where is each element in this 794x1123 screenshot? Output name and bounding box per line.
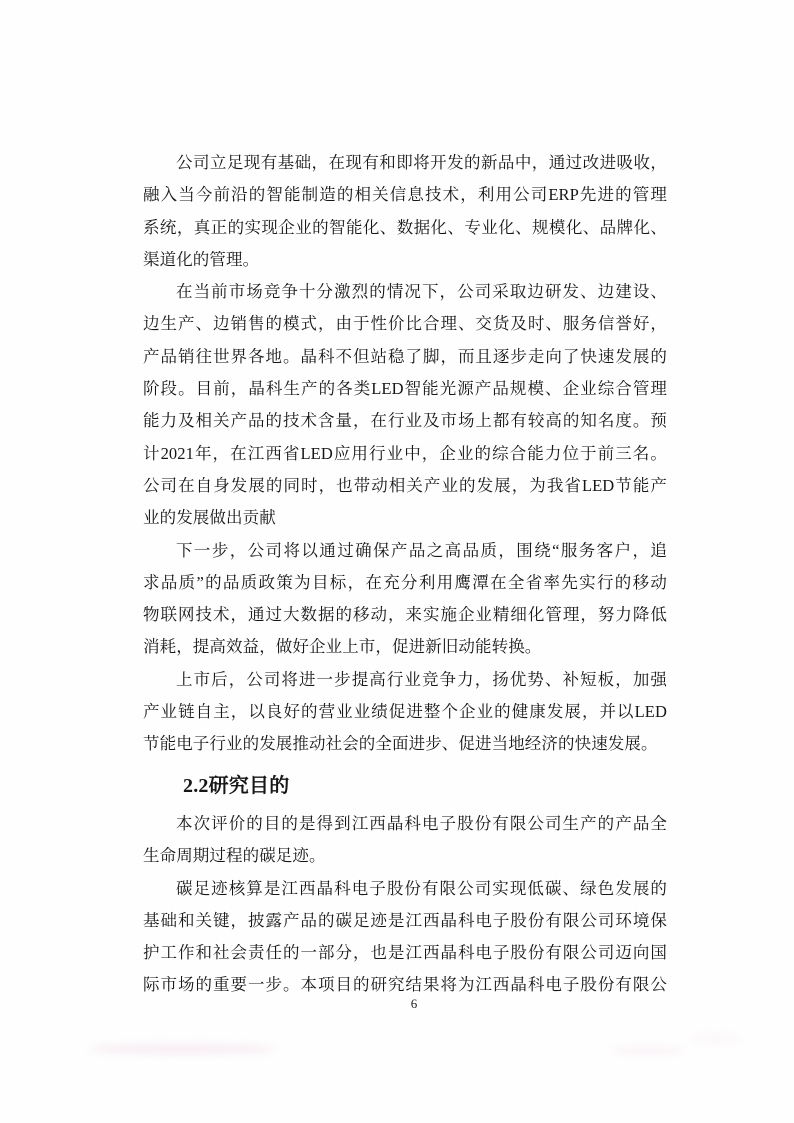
- text-line: 碳足迹核算是江西晶科电子股份有限公司实现低碳、绿色发展的: [176, 878, 667, 898]
- text-line: 生命周期过程的碳足迹。: [143, 846, 326, 866]
- text-line: 公司在自身发展的同时，也带动相关产业的发展，为我省LED节能产: [143, 475, 667, 495]
- scan-smudge: [88, 1044, 276, 1054]
- scan-smudge: [612, 1047, 684, 1054]
- text-line: 融入当今前沿的智能制造的相关信息技术，利用公司ERP先进的管理: [143, 185, 667, 205]
- text-line: 护工作和社会责任的一部分，也是江西晶科电子股份有限公司迈向国: [143, 943, 667, 963]
- text-line: 阶段。目前，晶科生产的各类LED智能光源产品规模、企业综合管理: [143, 379, 667, 399]
- scan-smudge: [690, 1034, 742, 1043]
- text-line: 产品销往世界各地。晶科不但站稳了脚，而且逐步走向了快速发展的: [143, 346, 667, 366]
- page-body: [143, 147, 667, 1002]
- text-line: 物联网技术，通过大数据的移动，来实施企业精细化管理，努力降低: [143, 605, 667, 625]
- paragraph: [143, 147, 667, 276]
- text-line: 公司立足现有基础，在现有和即将开发的新品中，通过改进吸收，: [176, 153, 667, 172]
- paragraph: [143, 664, 667, 761]
- text-line: 能力及相关产品的技术含量，在行业及市场上都有较高的知名度。预: [143, 411, 667, 431]
- text-line: 渠道化的管理。: [143, 249, 260, 269]
- text-line: 系统，真正的实现企业的智能化、数据化、专业化、规模化、品牌化、: [143, 217, 667, 237]
- section-heading: 2.2研究目的: [183, 774, 290, 797]
- page-number: 6: [410, 996, 418, 1011]
- text-line: 下一步，公司将以通过确保产品之高品质，围绕“服务客户，追: [176, 540, 667, 560]
- text-line: 业的发展做出贡献: [143, 508, 276, 528]
- paragraph: [143, 535, 667, 664]
- text-line: 基础和关键，披露产品的碳足迹是江西晶科电子股份有限公司环境保: [143, 910, 667, 930]
- paragraph: [143, 808, 667, 873]
- text-line: 上市后，公司将进一步提高行业竞争力，扬优势、补短板，加强: [176, 669, 667, 689]
- text-line: 计2021年，在江西省LED应用行业中，企业的综合能力位于前三名。: [143, 443, 667, 463]
- paragraph: [143, 873, 667, 1002]
- text-line: 本次评价的目的是得到江西晶科电子股份有限公司生产的产品全: [176, 813, 667, 833]
- text-line: 节能电子行业的发展推动社会的全面进步、促进当地经济的快速发展。: [143, 734, 658, 754]
- text-line: 求品质”的品质政策为目标，在充分利用鹰潭在全省率先实行的移动: [143, 572, 667, 592]
- text-line: 产业链自主，以良好的营业业绩促进整个企业的健康发展，并以LED: [143, 702, 667, 722]
- text-line: 际市场的重要一步。本项目的研究结果将为江西晶科电子股份有限公: [143, 975, 667, 995]
- text-line: 边生产、边销售的模式，由于性价比合理、交货及时、服务信誉好，: [143, 314, 667, 334]
- text-line: 消耗，提高效益，做好企业上市，促进新旧动能转换。: [143, 637, 542, 657]
- text-line: 在当前市场竞争十分激烈的情况下，公司采取边研发、边建设、: [176, 282, 667, 302]
- paragraph: [143, 276, 667, 534]
